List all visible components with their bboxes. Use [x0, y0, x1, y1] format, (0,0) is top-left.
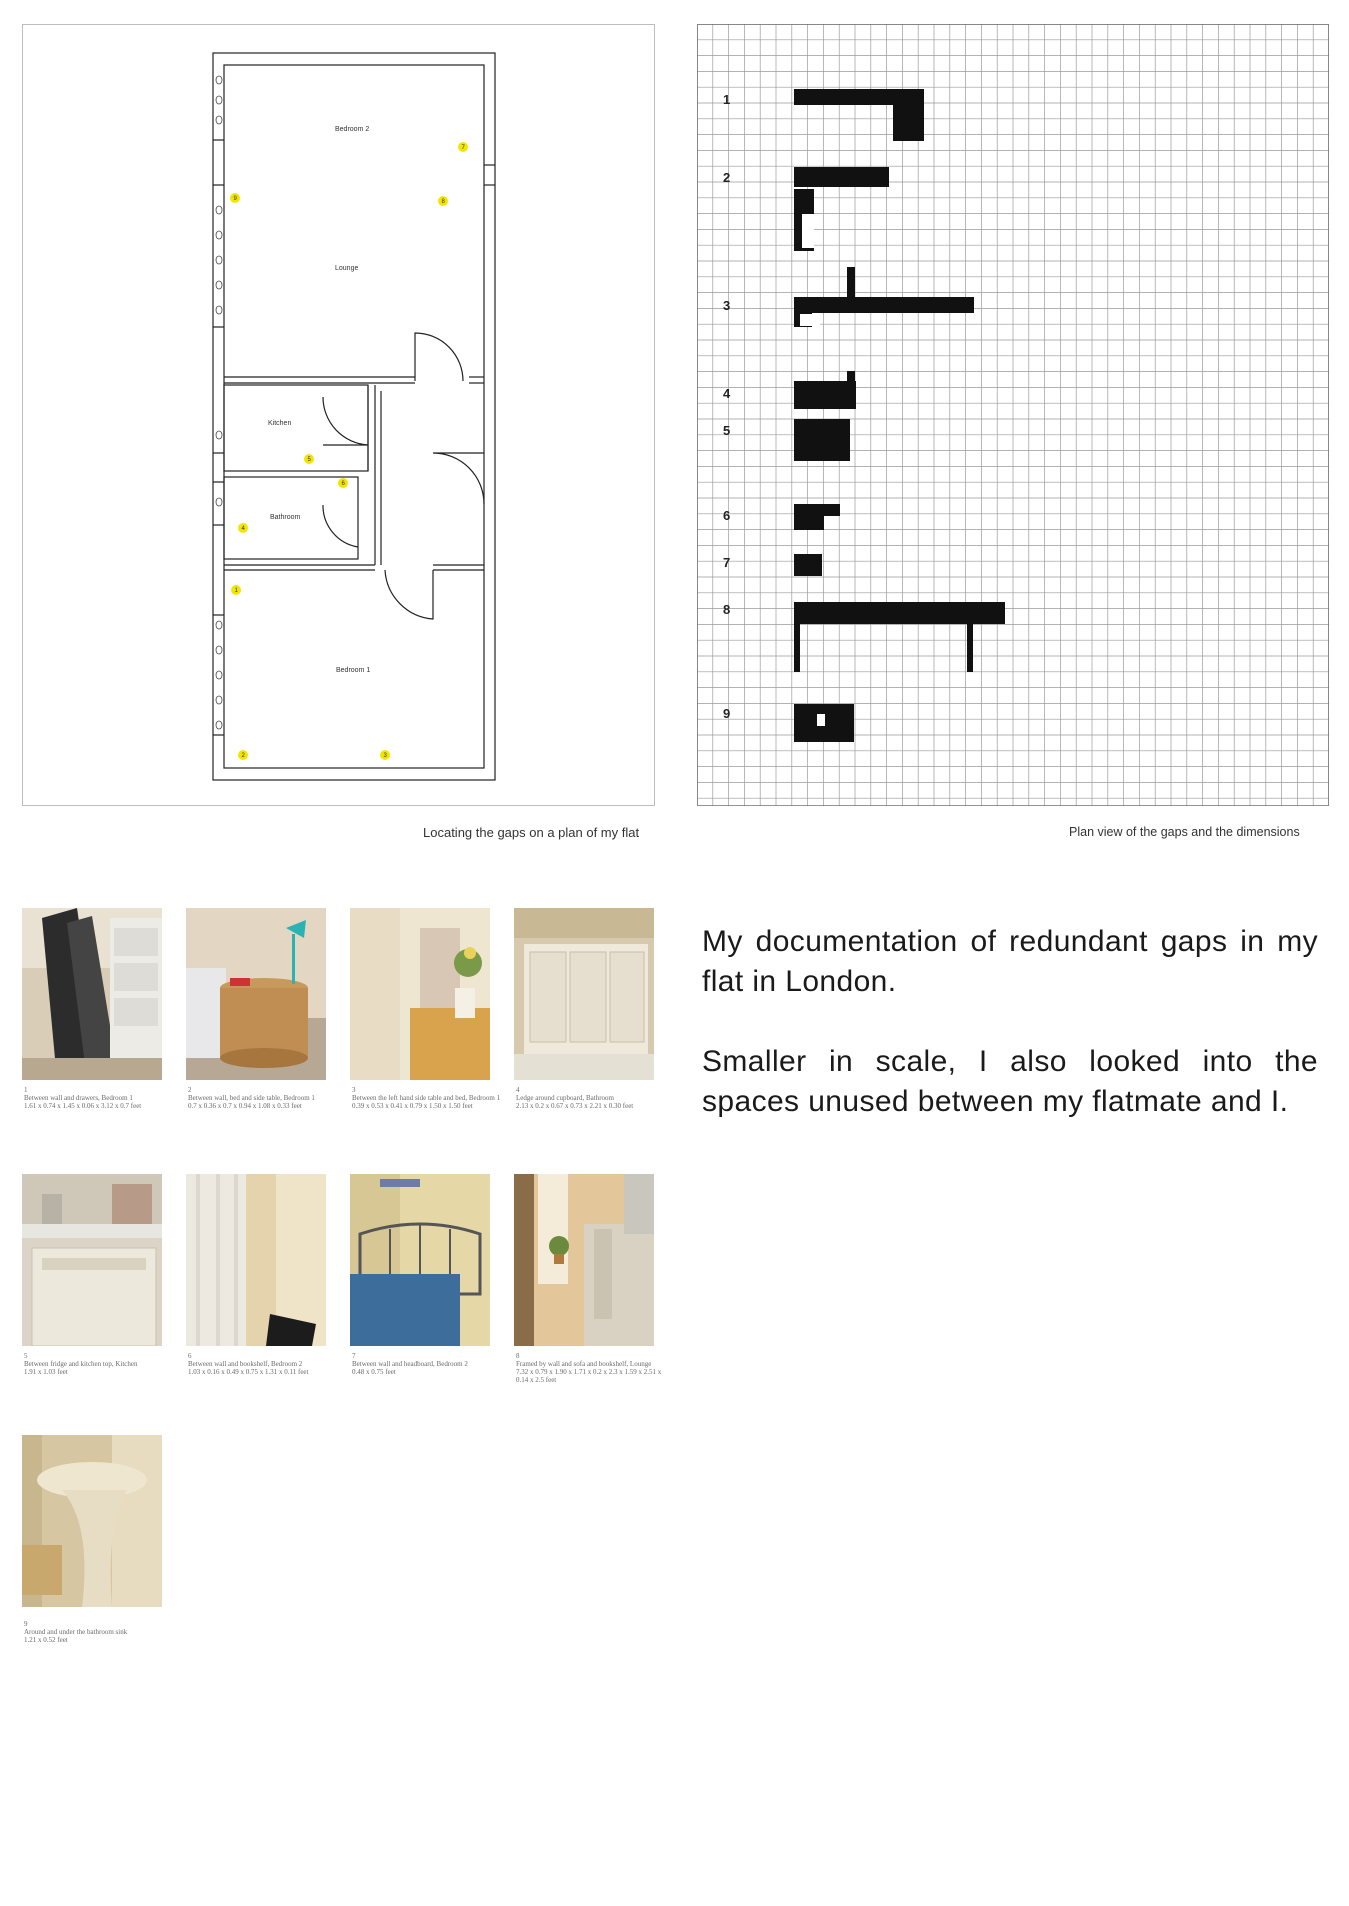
photo-6-wall-bookshelf [186, 1174, 326, 1346]
gap-footprint [979, 602, 1005, 624]
gap-footprint [794, 504, 824, 530]
grid-row-number: 1 [723, 92, 731, 107]
grid-row-number: 3 [723, 298, 731, 313]
gap-marker-label: 3 [383, 753, 387, 759]
gap-footprint [794, 554, 822, 576]
photo-3-side-table-bed [350, 908, 490, 1080]
grid-row-number: 6 [723, 508, 731, 523]
gap-footprint-cutout [802, 214, 814, 248]
gap-footprint [794, 89, 802, 105]
grid-caption: Plan view of the gaps and the dimensions [1069, 825, 1300, 839]
grid-row-number: 8 [723, 602, 731, 617]
gap-footprint [794, 381, 856, 409]
photo-9-bathroom-sink [22, 1435, 162, 1607]
intro-text [702, 922, 1318, 1162]
room-label-bedroom-2: Bedroom 2 [335, 126, 370, 133]
gap-footprint [893, 89, 924, 141]
gap-footprint-cutout [817, 714, 825, 726]
room-label-lounge: Lounge [335, 265, 359, 272]
grid-row-number: 5 [723, 423, 731, 438]
photo-5-caption: 5 Between fridge and kitchen top, Kitchen 1.91 x 1.03 feet [24, 1352, 138, 1376]
gap-footprint [794, 167, 889, 187]
gap-footprint [967, 602, 973, 672]
gap-dimensions-grid [697, 24, 1329, 806]
plan-caption: Locating the gaps on a plan of my flat [423, 825, 640, 840]
room-label-bedroom-1: Bedroom 1 [336, 667, 371, 674]
photo-8-caption: 8 Framed by wall and sofa and bookshelf, Lounge 7.32 x 0.79 x 1.90 x 1.71 x 0.2 x 2.3 x 1.59 x 2.51 x 0.14 x 2.5 feet [516, 1352, 662, 1384]
room-label-kitchen: Kitchen [268, 420, 292, 427]
gap-footprint-cutout [800, 314, 820, 326]
photo-2-bed-side-table [186, 908, 326, 1080]
grid-row-number: 4 [723, 386, 731, 401]
photo-5-fridge-kitchen-top [22, 1174, 162, 1346]
photo-7-wall-headboard [350, 1174, 490, 1346]
gap-footprint [847, 371, 855, 381]
gap-footprint [824, 504, 840, 516]
grid-row-number: 7 [723, 555, 731, 570]
grid-panel [697, 24, 1329, 806]
photo-6-caption: 6 Between wall and bookshelf, Bedroom 2 1.03 x 0.16 x 0.49 x 0.75 x 1.31 x 0.11 feet [188, 1352, 309, 1376]
gap-marker-label: 8 [441, 199, 445, 205]
photo-4-ledge-cupboard [514, 908, 654, 1080]
grid-row-number: 2 [723, 170, 731, 185]
gap-footprint [847, 267, 855, 297]
gap-footprint [794, 419, 850, 461]
photo-4-caption: 4 Ledge around cupboard, Bathroom 2.13 x 0.2 x 0.67 x 0.73 x 2.21 x 0.30 feet [516, 1086, 634, 1110]
gap-marker-label: 1 [234, 588, 238, 594]
gap-marker-label: 2 [241, 753, 245, 759]
intro-paragraph-2: Smaller in scale, I also looked into the spaces unused between my flatmate and I. [702, 1045, 1318, 1118]
gap-marker-label: 7 [461, 145, 465, 151]
gap-marker-label: 6 [341, 481, 345, 487]
intro-paragraph-1: My documentation of redundant gaps in my flat in London. [702, 925, 1318, 998]
room-label-bathroom: Bathroom [270, 514, 301, 521]
gap-footprint [794, 297, 974, 313]
floor-plan-drawing [23, 25, 656, 807]
grid-row-number: 9 [723, 706, 731, 721]
photo-1-caption: 1 Between wall and drawers, Bedroom 1 1.61 x 0.74 x 1.45 x 0.06 x 3.12 x 0.7 feet [24, 1086, 142, 1110]
photo-2-caption: 2 Between wall, bed and side table, Bedroom 1 0.7 x 0.36 x 0.7 x 0.94 x 1.08 x 0.33 feet [188, 1086, 315, 1110]
photo-3-caption: 3 Between the left hand side table and bed, Bedroom 1 0.39 x 0.53 x 0.41 x 0.79 x 1.50 x 1.50 feet [352, 1086, 501, 1110]
photo-7-caption: 7 Between wall and headboard, Bedroom 2 0.48 x 0.75 feet [352, 1352, 468, 1376]
gap-marker-label: 4 [241, 526, 245, 532]
floor-plan-panel [22, 24, 655, 806]
photo-9-caption: 9 Around and under the bathroom sink 1.21 x 0.52 feet [24, 1620, 128, 1644]
photo-1-wall-drawers [22, 908, 162, 1080]
gap-marker-label: 5 [307, 457, 311, 463]
photo-8-wall-sofa-bookshelf [514, 1174, 654, 1346]
gap-marker-label: 9 [233, 196, 237, 202]
gap-footprint [794, 602, 800, 672]
